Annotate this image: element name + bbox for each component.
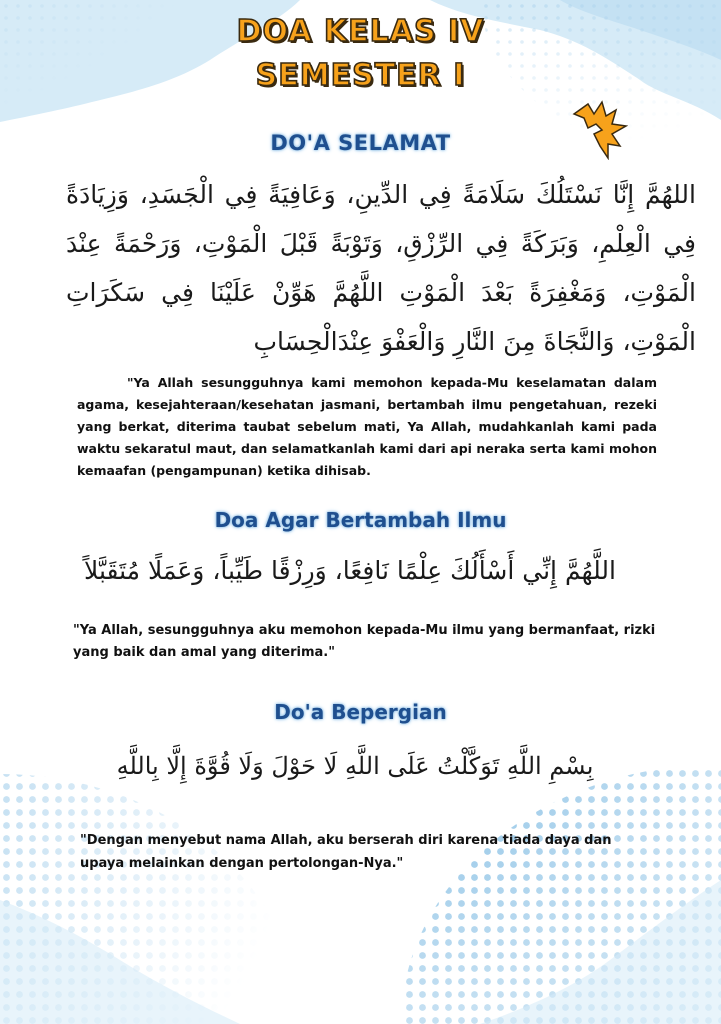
translation-doa-selamat: "Ya Allah sesungguhnya kami memohon kepada-Mu keselamatan dalam agama, kesejahteraan/kesehatan jasmani, bertambah ilmu pengetahuan, rezeki yang berkat, diterima taubat sebelum mati, Ya Allah, mudahkanlah kami pada waktu sekaratul maut, dan selamatkanlah kami dari api neraka serta kami mohon kemaafan (pengampunan) ketika dihisab. [77, 375, 657, 478]
section-heading-doa-ilmu: Doa Agar Bertambah Ilmu [214, 508, 507, 532]
translation-doa-bepergian: "Dengan menyebut nama Allah, aku berserah diri karena tiada daya dan upaya melainkan dengan pertolongan-Nya." [80, 833, 612, 871]
arabic-text-doa-bepergian: بِسْمِ اللَّهِ تَوَكَّلْتُ عَلَى اللَّهِ لَا حَوْلَ وَلَا قُوَّةَ إِلَّا بِاللَّهِ [116, 752, 594, 780]
section-heading-doa-selamat: DO'A SELAMAT [270, 131, 451, 155]
arabic-text-doa-ilmu: اللَّهُمَّ إِنِّي أَسْأَلُكَ عِلْمًا نَافِعًا، وَرِزْقًا طَيِّباً، وَعَمَلًا مُتَقَبَّلاً [84, 556, 616, 585]
arabic-text-doa-selamat: اللهُمَّ إِنَّا نَسْتَلُكَ سَلَامَةً فِي الدِّينِ، وَعَافِيَةً فِي الْجَسَدِ، وَزِيَادَةً فِي الْعِلْمِ، وَبَرَكَةً فِي الرِّزْقِ، وَتَوْبَةً قَبْلَ الْمَوْتِ، وَرَحْمَةً عِنْدَ الْمَوْتِ، وَمَغْفِرَةً بَعْدَ الْمَوْتِ اللَّهُمَّ هَوِّنْ عَلَيْنَا فِي سَكَرَاتِ الْمَوْتِ، وَالنَّجَاةَ مِنَ النَّارِ وَالْعَفْوَ عِنْدَالْحِسَابِ [66, 180, 696, 356]
translation-doa-ilmu: "Ya Allah, sesungguhnya aku memohon kepada-Mu ilmu yang bermanfaat, rizki yang baik dan amal yang diterima." [73, 623, 656, 660]
page-title-line-1: DOA KELAS IV [236, 14, 485, 49]
section-heading-doa-bepergian: Do'a Bepergian [274, 700, 447, 724]
page-title-line-2: SEMESTER I [255, 58, 466, 93]
